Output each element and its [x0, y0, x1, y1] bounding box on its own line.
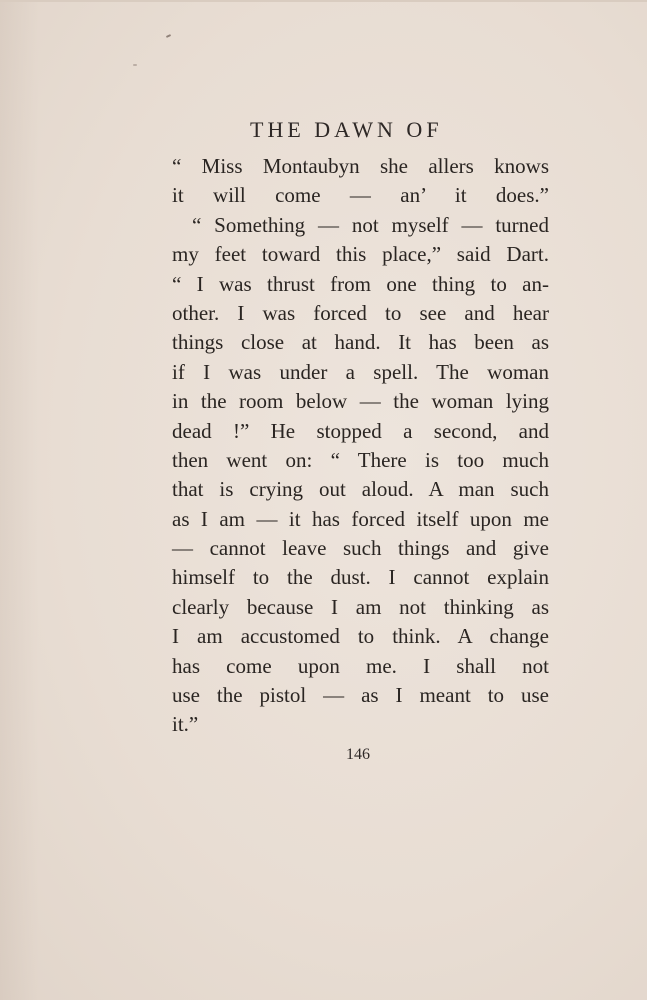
text-line: my feet toward this place,” said Dart. — [172, 242, 549, 267]
text-line: himself to the dust. I cannot explain — [172, 565, 549, 590]
page-number: 146 — [346, 746, 370, 763]
text-line: “ I was thrust from one thing to an- — [172, 271, 549, 296]
body-text — [172, 152, 549, 740]
text-line: it.” — [172, 712, 199, 737]
text-line: other. I was forced to see and hear — [172, 300, 549, 325]
text-line: — cannot leave such things and give — [172, 536, 549, 561]
text-line: I am accustomed to think. A change — [172, 624, 549, 649]
text-line: in the room below — the woman lying — [172, 389, 549, 414]
text-line: that is crying out aloud. A man such — [172, 477, 549, 502]
text-line: as I am — it has forced itself upon me — [172, 506, 549, 531]
text-line: it will come — an’ it does.” — [172, 183, 549, 208]
text-line: things close at hand. It has been as — [172, 330, 549, 355]
text-line: clearly because I am not thinking as — [172, 594, 549, 619]
text-line: dead !” He stopped a second, and — [172, 418, 549, 443]
text-line: then went on: “ There is too much — [172, 447, 549, 472]
text-line: use the pistol — as I meant to use — [172, 683, 549, 708]
paper-speck — [133, 64, 137, 66]
text-line: “ Miss Montaubyn she allers knows — [172, 154, 549, 178]
text-line: if I was under a spell. The woman — [172, 359, 549, 384]
text-line: “ Something — not myself — turned — [192, 212, 549, 237]
running-head: THE DAWN OF — [250, 117, 443, 142]
text-line: has come upon me. I shall not — [172, 653, 549, 678]
page-top-edge — [0, 0, 647, 2]
paper-speck — [166, 34, 171, 38]
